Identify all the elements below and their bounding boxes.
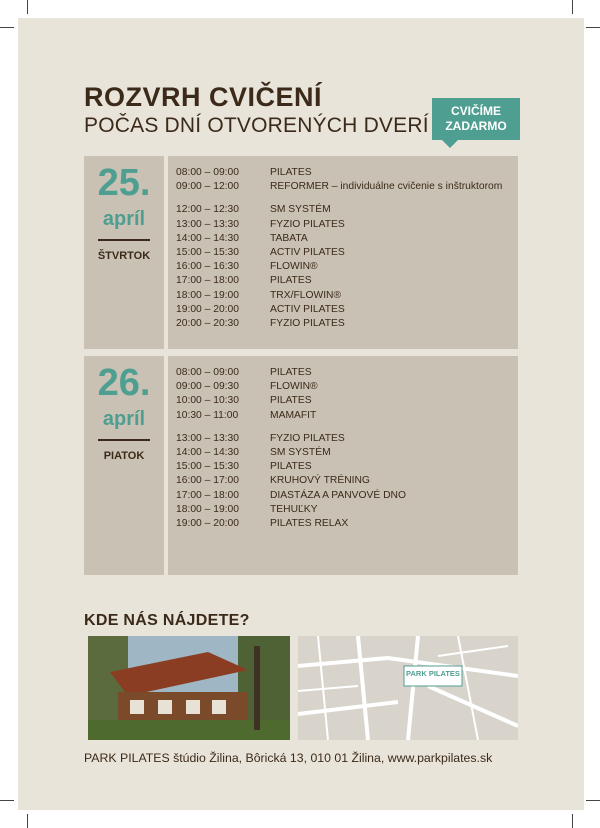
row-class: FLOWIN® bbox=[270, 381, 318, 393]
row-time: 10:30 – 11:00 bbox=[176, 409, 239, 421]
day-date-column bbox=[84, 156, 164, 349]
crop-mark bbox=[572, 814, 573, 828]
row-time: 16:00 – 16:30 bbox=[176, 261, 239, 273]
row-time: 08:00 – 09:00 bbox=[176, 367, 239, 378]
row-class: FYZIO PILATES bbox=[270, 317, 345, 329]
flyer-page bbox=[18, 18, 584, 810]
map-studio-marker: PARK PILATES bbox=[406, 669, 460, 678]
row-time: 14:00 – 14:30 bbox=[176, 232, 239, 244]
crop-mark bbox=[0, 800, 14, 801]
row-class: PILATES RELAX bbox=[270, 517, 349, 529]
day-number: 26. bbox=[97, 362, 151, 404]
row-time: 09:00 – 12:00 bbox=[176, 181, 239, 193]
row-class: FLOWIN® bbox=[270, 261, 318, 273]
badge-line-2: ZADARMO bbox=[445, 119, 507, 133]
row-time: 10:00 – 10:30 bbox=[176, 395, 239, 407]
row-class: PILATES bbox=[270, 367, 312, 378]
row-class: PILATES bbox=[270, 275, 312, 287]
row-time: 18:00 – 19:00 bbox=[176, 503, 239, 515]
row-time: 12:00 – 12:30 bbox=[176, 204, 239, 216]
badge-line-1: CVIČÍME bbox=[450, 104, 501, 118]
day-weekday: PIATOK bbox=[103, 450, 145, 462]
row-time: 19:00 – 20:00 bbox=[176, 303, 239, 315]
date-rule bbox=[98, 439, 150, 441]
page-subtitle: POČAS DNÍ OTVORENÝCH DVERÍ bbox=[84, 114, 429, 137]
row-time: 09:00 – 09:30 bbox=[176, 381, 239, 393]
crop-mark bbox=[572, 0, 573, 14]
date-rule bbox=[98, 239, 150, 241]
row-class: REFORMER – individuálne cvičenie s inštruktorom bbox=[270, 181, 503, 193]
column-divider bbox=[164, 156, 168, 349]
row-time: 13:00 – 13:30 bbox=[176, 218, 239, 230]
row-time: 18:00 – 19:00 bbox=[176, 289, 239, 301]
row-class: TABATA bbox=[270, 232, 308, 244]
row-time: 17:00 – 18:00 bbox=[176, 489, 239, 501]
page-title: ROZVRH CVIČENÍ bbox=[84, 82, 323, 112]
day-date-column bbox=[84, 356, 164, 575]
row-class: TEHUĽKY bbox=[270, 503, 318, 515]
day-panel-1 bbox=[84, 156, 518, 349]
row-time: 15:00 – 15:30 bbox=[176, 246, 239, 258]
row-class: ACTIV PILATES bbox=[270, 303, 345, 315]
column-divider bbox=[164, 356, 168, 575]
crop-mark bbox=[0, 27, 14, 28]
free-badge bbox=[432, 98, 520, 140]
row-class: ACTIV PILATES bbox=[270, 246, 345, 258]
row-time: 08:00 – 09:00 bbox=[176, 167, 239, 178]
row-time: 19:00 – 20:00 bbox=[176, 517, 239, 529]
crop-mark bbox=[586, 800, 600, 801]
crop-mark bbox=[27, 814, 28, 828]
row-class: PILATES bbox=[270, 395, 312, 407]
row-class: SM SYSTÉM bbox=[270, 446, 331, 458]
row-time: 20:00 – 20:30 bbox=[176, 317, 239, 329]
row-time: 13:00 – 13:30 bbox=[176, 432, 239, 444]
row-time: 16:00 – 17:00 bbox=[176, 475, 239, 487]
row-class: PILATES bbox=[270, 167, 312, 178]
row-class: SM SYSTÉM bbox=[270, 204, 331, 216]
crop-mark bbox=[27, 0, 28, 14]
day-weekday: ŠTVRTOK bbox=[97, 250, 151, 262]
row-time: 14:00 – 14:30 bbox=[176, 446, 239, 458]
row-class: FYZIO PILATES bbox=[270, 218, 345, 230]
address-footer: PARK PILATES štúdio Žilina, Bôrická 13, 010 01 Žilina, www.parkpilates.sk bbox=[84, 751, 493, 765]
location-map bbox=[298, 636, 518, 740]
day-number: 25. bbox=[97, 162, 151, 204]
row-class: DIASTÁZA A PANVOVÉ DNO bbox=[270, 489, 406, 501]
studio-photo bbox=[88, 636, 290, 740]
row-class: TRX/FLOWIN® bbox=[270, 289, 342, 301]
row-class: FYZIO PILATES bbox=[270, 432, 345, 444]
day-month: apríl bbox=[102, 408, 146, 430]
row-time: 17:00 – 18:00 bbox=[176, 275, 239, 287]
badge-tail bbox=[442, 140, 458, 148]
row-class: PILATES bbox=[270, 461, 312, 473]
day-panel-2 bbox=[84, 356, 518, 575]
row-time: 15:00 – 15:30 bbox=[176, 461, 239, 473]
day-month: apríl bbox=[102, 208, 146, 230]
location-heading: KDE NÁS NÁJDETE? bbox=[84, 612, 250, 629]
row-class: MAMAFIT bbox=[270, 409, 317, 421]
crop-mark bbox=[586, 27, 600, 28]
row-class: KRUHOVÝ TRÉNING bbox=[270, 475, 370, 487]
